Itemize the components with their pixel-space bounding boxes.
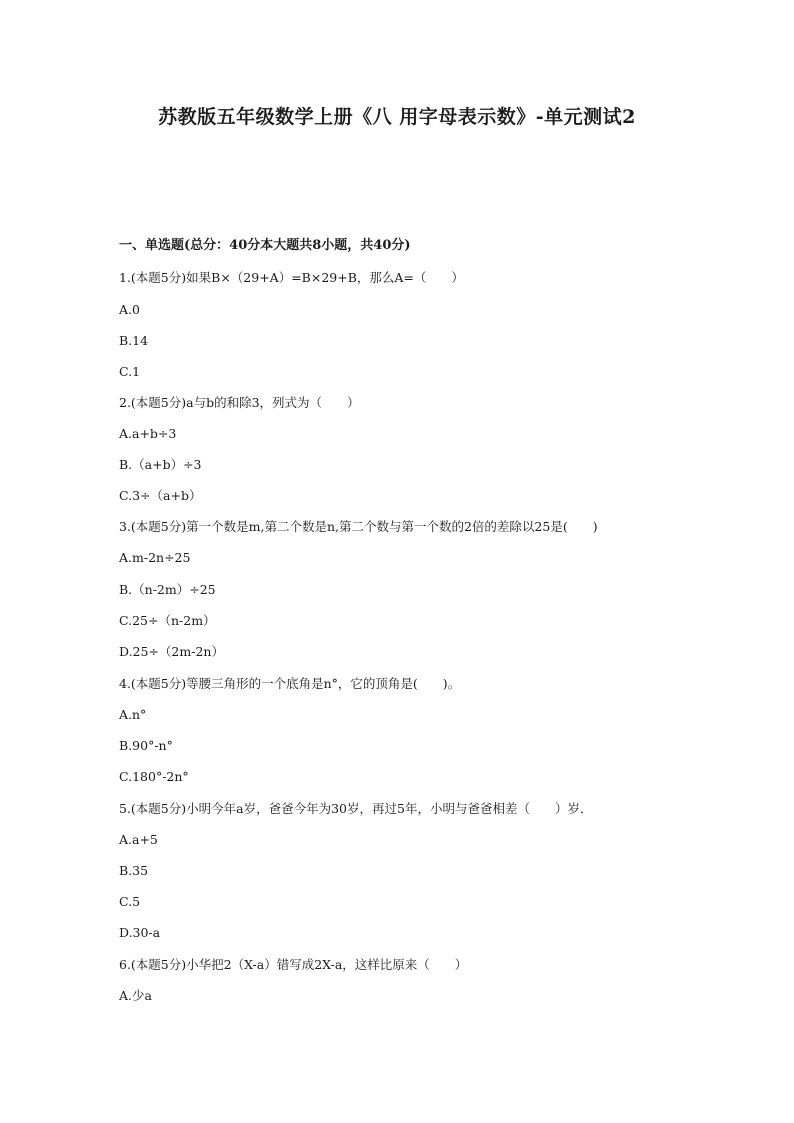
question-5-option-c: C.5 [119,894,141,909]
question-2-option-c: C.3÷（a+b） [119,488,202,503]
question-4-option-c: C.180°-2n° [119,769,189,784]
question-2-option-b: B.（a+b）÷3 [119,457,202,472]
question-1-option-b: B.14 [119,333,149,348]
question-1-option-a: A.0 [119,302,140,317]
question-4-stem: 4.(本题5分)等腰三角形的一个底角是n°，它的顶角是( )。 [119,676,461,691]
question-2-stem: 2.(本题5分)a与b的和除3，列式为（ ） [119,395,360,410]
question-5-option-d: D.30-a [119,925,161,940]
question-5-option-b: B.35 [119,863,149,878]
section-heading: 一、单选题(总分：40分本大题共8小题，共40分) [119,238,411,253]
question-3-option-c: C.25÷（n-2m） [119,613,216,628]
question-3-stem: 3.(本题5分)第一个数是m,第二个数是n,第二个数与第一个数的2倍的差除以25是( ) [119,519,598,534]
question-4-option-a: A.n° [119,707,147,722]
question-5-option-a: A.a+5 [119,832,158,847]
question-1-stem: 1.(本题5分)如果B×（29+A）=B×29+B，那么A=（ ） [119,270,464,285]
question-2-option-a: A.a+b÷3 [119,426,177,441]
question-3-option-b: B.（n-2m）÷25 [119,582,216,597]
document-title: 苏教版五年级数学上册《八 用字母表示数》-单元测试2 [158,106,636,128]
question-5-stem: 5.(本题5分)小明今年a岁，爸爸今年为30岁，再过5年，小明与爸爸相差（ ）岁． [119,801,593,816]
question-1-option-c: C.1 [119,364,141,379]
question-6-stem: 6.(本题5分)小华把2（X-a）错写成2X-a，这样比原来（ ） [119,957,468,972]
question-6-option-a: A.少a [119,988,152,1003]
question-3-option-d: D.25÷（2m-2n） [119,644,224,659]
question-3-option-a: A.m-2n÷25 [119,550,191,565]
question-4-option-b: B.90°-n° [119,738,173,753]
